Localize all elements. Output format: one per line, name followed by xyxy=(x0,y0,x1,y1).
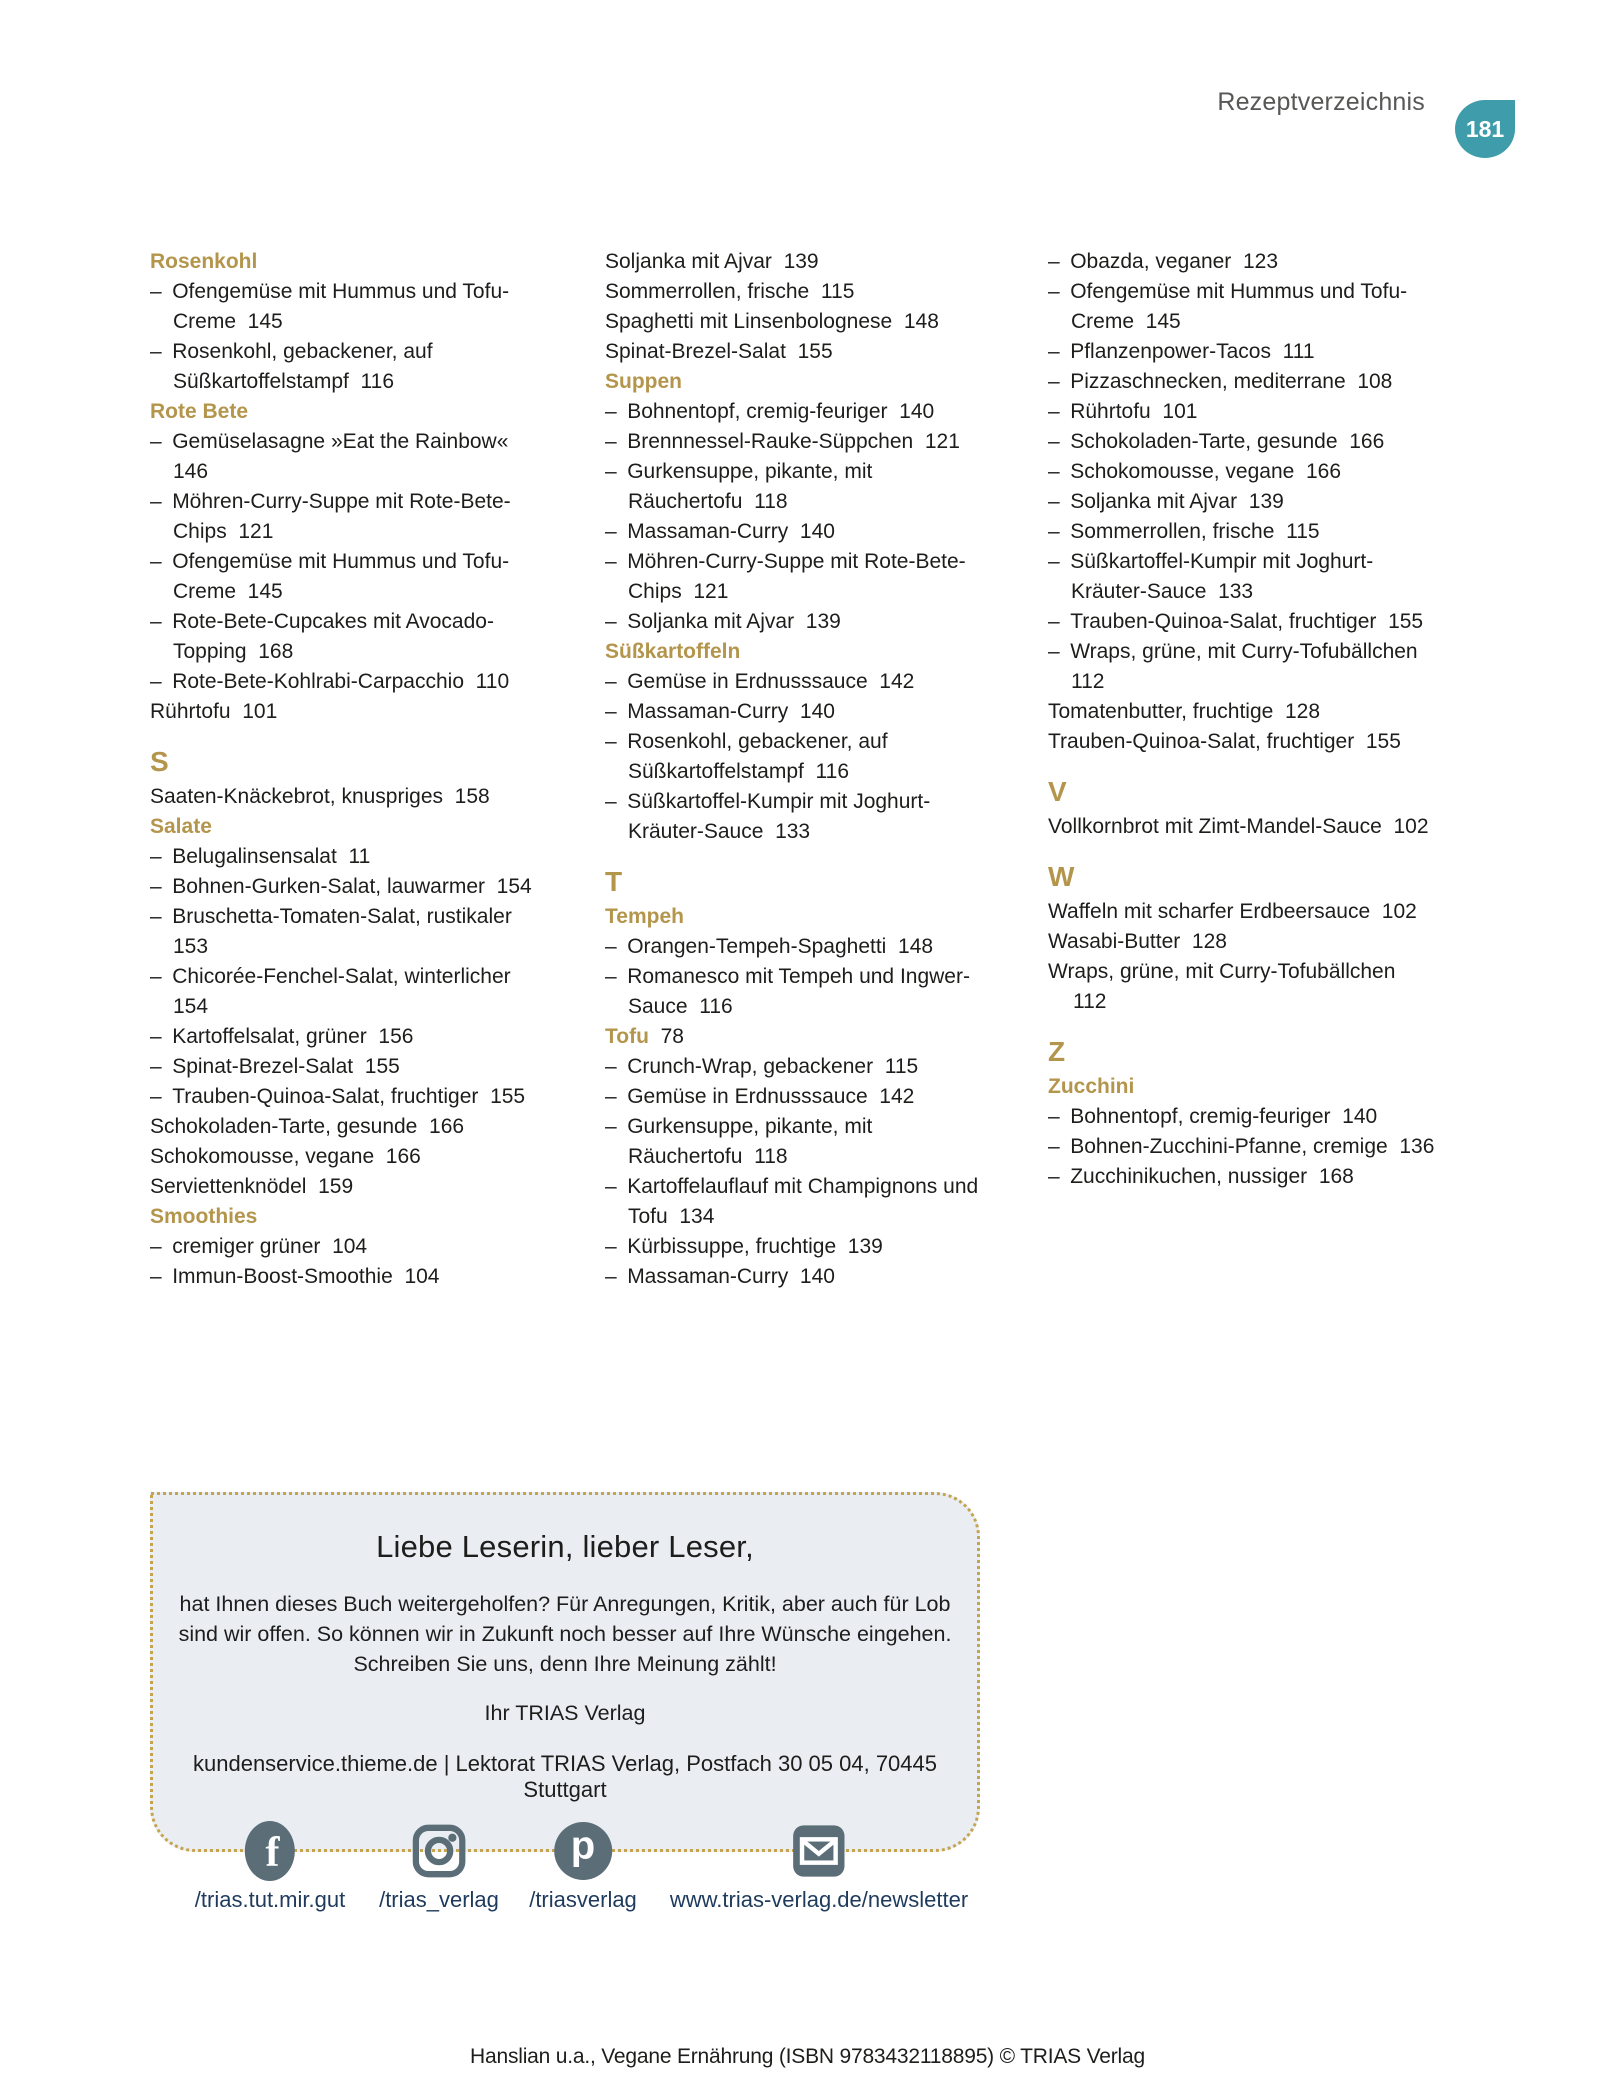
entry-dash: – xyxy=(605,520,628,543)
entry-dash: – xyxy=(605,1175,628,1198)
index-entry: Soljanka mit Ajvar 139 xyxy=(605,250,819,273)
index-entry: – cremiger grüner 104 xyxy=(150,1235,368,1258)
index-entry: – Gurkensuppe, pikante, mit Räuchertofu 118 xyxy=(605,1115,873,1168)
entry-dash: – xyxy=(1048,280,1071,303)
index-entry: – Schokomousse, vegane 166 xyxy=(1048,460,1342,483)
category-subheading: Salate xyxy=(150,815,212,838)
index-entry: Wasabi-Butter 128 xyxy=(1048,930,1227,953)
category-subheading: Smoothies xyxy=(150,1205,258,1228)
entry-dash: – xyxy=(1048,340,1071,363)
social-link-label[interactable]: /triasverlag xyxy=(529,1887,637,1912)
index-entry: – Gemüselasagne »Eat the Rainbow« 146 xyxy=(150,430,509,483)
pinterest-icon xyxy=(554,1822,612,1880)
index-entry: – Massaman-Curry 140 xyxy=(605,1265,835,1288)
entry-dash: – xyxy=(150,1055,173,1078)
index-entry: – Rote-Bete-Kohlrabi-Carpacchio 110 xyxy=(150,670,510,693)
social-link-label[interactable]: www.trias-verlag.de/newsletter xyxy=(669,1887,969,1912)
index-entry: – Zucchinikuchen, nussiger 168 xyxy=(1048,1165,1354,1188)
index-entry: – Soljanka mit Ajvar 139 xyxy=(605,610,841,633)
category-subheading: Tempeh xyxy=(605,905,684,928)
index-entry: – Möhren-Curry-Suppe mit Rote-Bete- Chips 121 xyxy=(605,550,966,603)
index-column-3 xyxy=(1048,247,1503,1192)
index-entry: – Gemüse in Erdnusssauce 142 xyxy=(605,1085,915,1108)
book-credit-footer: Hanslian u.a., Vegane Ernährung (ISBN 9783432118895) © TRIAS Verlag xyxy=(470,2045,1145,2068)
index-entry: Rührtofu 101 xyxy=(150,700,278,723)
index-entry: – Rosenkohl, gebackener, auf Süßkartoffelstampf 116 xyxy=(605,730,888,783)
index-entry: Spinat-Brezel-Salat 155 xyxy=(605,340,833,363)
entry-dash: – xyxy=(605,460,628,483)
entry-dash: – xyxy=(150,845,173,868)
section-letter: Z xyxy=(1048,1036,1066,1067)
page-number: 181 xyxy=(1465,115,1505,142)
index-entry: – Ofengemüse mit Hummus und Tofu- Creme 145 xyxy=(150,550,510,603)
social-link-label[interactable]: /trias.tut.mir.gut xyxy=(194,1887,346,1912)
entry-dash: – xyxy=(150,1085,173,1108)
index-entry: – Chicorée-Fenchel-Salat, winterlicher 154 xyxy=(150,965,511,1018)
entry-dash: – xyxy=(1048,640,1071,663)
social-icon-wrap xyxy=(379,1819,499,1883)
entry-dash: – xyxy=(605,1265,628,1288)
entry-dash: – xyxy=(605,400,628,423)
index-entry: – Bohnen-Zucchini-Pfanne, cremige 136 xyxy=(1048,1135,1435,1158)
entry-dash: – xyxy=(150,280,173,303)
entry-dash: – xyxy=(1048,400,1071,423)
index-entry: Vollkornbrot mit Zimt-Mandel-Sauce 102 xyxy=(1048,815,1429,838)
index-entry: – Sommerrollen, frische 115 xyxy=(1048,520,1320,543)
entry-dash: – xyxy=(150,1025,173,1048)
entry-dash: – xyxy=(1048,370,1071,393)
letter-body xyxy=(153,1589,977,1679)
pinterest-p-glyph: p xyxy=(570,1823,596,1868)
index-entry: – Kürbissuppe, fruchtige 139 xyxy=(605,1235,883,1258)
entry-dash: – xyxy=(1048,460,1071,483)
entry-dash: – xyxy=(1048,520,1071,543)
index-entry: – Kartoffelauflauf mit Champignons und Tofu 134 xyxy=(605,1175,979,1228)
entry-dash: – xyxy=(1048,1165,1071,1188)
index-entry: – Gemüse in Erdnusssauce 142 xyxy=(605,670,915,693)
category-subheading: Süßkartoffeln xyxy=(605,640,741,663)
index-entry: – Kartoffelsalat, grüner 156 xyxy=(150,1025,414,1048)
instagram-icon xyxy=(410,1822,468,1880)
section-letter: T xyxy=(605,866,623,897)
letter-body-line: Schreiben Sie uns, denn Ihre Meinung zählt! xyxy=(353,1652,777,1676)
index-entry: – Brennnessel-Rauke-Süppchen 121 xyxy=(605,430,960,453)
social-link-label[interactable]: /trias_verlag xyxy=(379,1887,499,1912)
entry-dash: – xyxy=(605,790,628,813)
index-entry: Trauben-Quinoa-Salat, fruchtiger 155 xyxy=(1048,730,1401,753)
index-entry: – Trauben-Quinoa-Salat, fruchtiger 155 xyxy=(150,1085,526,1108)
entry-dash: – xyxy=(1048,250,1071,273)
entry-dash: – xyxy=(605,610,628,633)
index-entry: – Bohnentopf, cremig-feuriger 140 xyxy=(605,400,935,423)
index-entry: – Pizzaschnecken, mediterrane 108 xyxy=(1048,370,1393,393)
index-entry: Tomatenbutter, fruchtige 128 xyxy=(1048,700,1321,723)
category-subheading: Tofu 78 xyxy=(605,1025,684,1048)
entry-dash: – xyxy=(1048,430,1071,453)
entry-dash: – xyxy=(150,610,173,633)
index-entry: Spaghetti mit Linsenbolognese 148 xyxy=(605,310,939,333)
index-entry: – Möhren-Curry-Suppe mit Rote-Bete- Chips 121 xyxy=(150,490,511,543)
page-title: Rezeptverzeichnis xyxy=(1217,88,1425,116)
entry-dash: – xyxy=(150,1265,173,1288)
entry-dash: – xyxy=(605,1235,628,1258)
entry-dash: – xyxy=(605,935,628,958)
page-number-badge xyxy=(1455,100,1515,158)
index-entry: – Süßkartoffel-Kumpir mit Joghurt- Kräuter-Sauce 133 xyxy=(1048,550,1374,603)
entry-dash: – xyxy=(605,1115,628,1138)
index-entry: – Schokoladen-Tarte, gesunde 166 xyxy=(1048,430,1385,453)
index-entry: – Süßkartoffel-Kumpir mit Joghurt- Kräuter-Sauce 133 xyxy=(605,790,931,843)
facebook-f-glyph: f xyxy=(265,1830,280,1877)
entry-dash: – xyxy=(150,1235,173,1258)
entry-dash: – xyxy=(1048,490,1071,513)
entry-dash: – xyxy=(150,905,173,928)
index-entry: – Immun-Boost-Smoothie 104 xyxy=(150,1265,440,1288)
entry-dash: – xyxy=(605,1085,628,1108)
index-entry: – Crunch-Wrap, gebackener 115 xyxy=(605,1055,919,1078)
facebook-icon xyxy=(245,1821,295,1881)
index-entry: – Wraps, grüne, mit Curry-Tofubällchen 112 xyxy=(1048,640,1418,693)
entry-dash: – xyxy=(150,670,173,693)
index-entry: Sommerrollen, frische 115 xyxy=(605,280,855,303)
index-entry: Serviettenknödel 159 xyxy=(150,1175,354,1198)
category-subheading: Rosenkohl xyxy=(150,250,258,273)
entry-dash: – xyxy=(605,700,628,723)
email-icon xyxy=(791,1823,847,1879)
entry-dash: – xyxy=(150,875,173,898)
entry-dash: – xyxy=(1048,610,1071,633)
entry-dash: – xyxy=(1048,1135,1071,1158)
entry-dash: – xyxy=(1048,1105,1071,1128)
contact-line: kundenservice.thieme.de | Lektorat TRIAS Verlag, Postfach 30 05 04, 70445 Stuttgart xyxy=(193,1751,937,1802)
entry-dash: – xyxy=(605,1055,628,1078)
index-entry: – Pflanzenpower-Tacos 111 xyxy=(1048,340,1315,363)
category-subheading: Suppen xyxy=(605,370,682,393)
entry-dash: – xyxy=(605,550,628,573)
index-entry: – Ofengemüse mit Hummus und Tofu- Creme 145 xyxy=(150,280,510,333)
social-icon-wrap xyxy=(195,1819,345,1883)
letter-body-line: hat Ihnen dieses Buch weitergeholfen? Für Anregungen, Kritik, aber auch für Lob xyxy=(179,1592,951,1616)
index-entry: – Bohnentopf, cremig-feuriger 140 xyxy=(1048,1105,1378,1128)
index-entry: Schokoladen-Tarte, gesunde 166 xyxy=(150,1115,465,1138)
index-column-1 xyxy=(150,247,605,1292)
category-subheading: Rote Bete xyxy=(150,400,249,423)
index-entry: – Gurkensuppe, pikante, mit Räuchertofu 118 xyxy=(605,460,873,513)
entry-dash: – xyxy=(150,490,173,513)
entry-dash: – xyxy=(1048,550,1071,573)
index-entry: – Romanesco mit Tempeh und Ingwer- Sauce 116 xyxy=(605,965,970,1018)
social-link-item xyxy=(195,1819,345,1913)
index-entry: Wraps, grüne, mit Curry-Tofubällchen 112 xyxy=(1048,960,1396,1013)
category-subheading: Zucchini xyxy=(1048,1075,1135,1098)
entry-dash: – xyxy=(605,965,628,988)
letter-body-line: sind wir offen. So können wir in Zukunft noch besser auf Ihre Wünsche eingehen. xyxy=(178,1622,952,1646)
index-entry: – Soljanka mit Ajvar 139 xyxy=(1048,490,1284,513)
index-entry: – Belugalinsensalat 11 xyxy=(150,845,371,868)
letter-signature: Ihr TRIAS Verlag xyxy=(484,1701,646,1725)
index-entry: – Bohnen-Gurken-Salat, lauwarmer 154 xyxy=(150,875,532,898)
section-letter: W xyxy=(1048,861,1075,892)
entry-dash: – xyxy=(150,965,173,988)
index-column-2 xyxy=(605,247,1060,1292)
section-letter: V xyxy=(1048,776,1067,807)
index-entry: – Ofengemüse mit Hummus und Tofu- Creme 145 xyxy=(1048,280,1408,333)
social-links-row xyxy=(153,1819,977,1919)
social-link-item xyxy=(670,1819,968,1913)
index-entry: Schokomousse, vegane 166 xyxy=(150,1145,421,1168)
social-icon-wrap xyxy=(670,1819,968,1883)
entry-dash: – xyxy=(605,670,628,693)
reader-letter-box xyxy=(150,1492,980,1912)
index-entry: – Rote-Bete-Cupcakes mit Avocado- Topping 168 xyxy=(150,610,494,663)
social-link-item xyxy=(529,1819,637,1913)
index-entry: – Spinat-Brezel-Salat 155 xyxy=(150,1055,400,1078)
letter-heading: Liebe Leserin, lieber Leser, xyxy=(376,1529,754,1564)
entry-dash: – xyxy=(150,430,173,453)
page-reference: 78 xyxy=(648,1025,684,1048)
index-entry: – Massaman-Curry 140 xyxy=(605,700,835,723)
social-icon-wrap xyxy=(529,1819,637,1883)
entry-dash: – xyxy=(150,550,173,573)
social-link-item xyxy=(379,1819,499,1913)
index-entry: Waffeln mit scharfer Erdbeersauce 102 xyxy=(1048,900,1417,923)
index-entry: – Massaman-Curry 140 xyxy=(605,520,835,543)
index-entry: – Bruschetta-Tomaten-Salat, rustikaler 153 xyxy=(150,905,512,958)
entry-dash: – xyxy=(150,340,173,363)
index-entry: – Obazda, veganer 123 xyxy=(1048,250,1279,273)
index-entry: – Rührtofu 101 xyxy=(1048,400,1198,423)
section-letter: S xyxy=(150,746,169,777)
index-entry: – Trauben-Quinoa-Salat, fruchtiger 155 xyxy=(1048,610,1424,633)
entry-dash: – xyxy=(605,730,628,753)
entry-dash: – xyxy=(605,430,628,453)
index-entry: – Orangen-Tempeh-Spaghetti 148 xyxy=(605,935,934,958)
index-entry: – Rosenkohl, gebackener, auf Süßkartoffelstampf 116 xyxy=(150,340,433,393)
index-entry: Saaten-Knäckebrot, knuspriges 158 xyxy=(150,785,490,808)
